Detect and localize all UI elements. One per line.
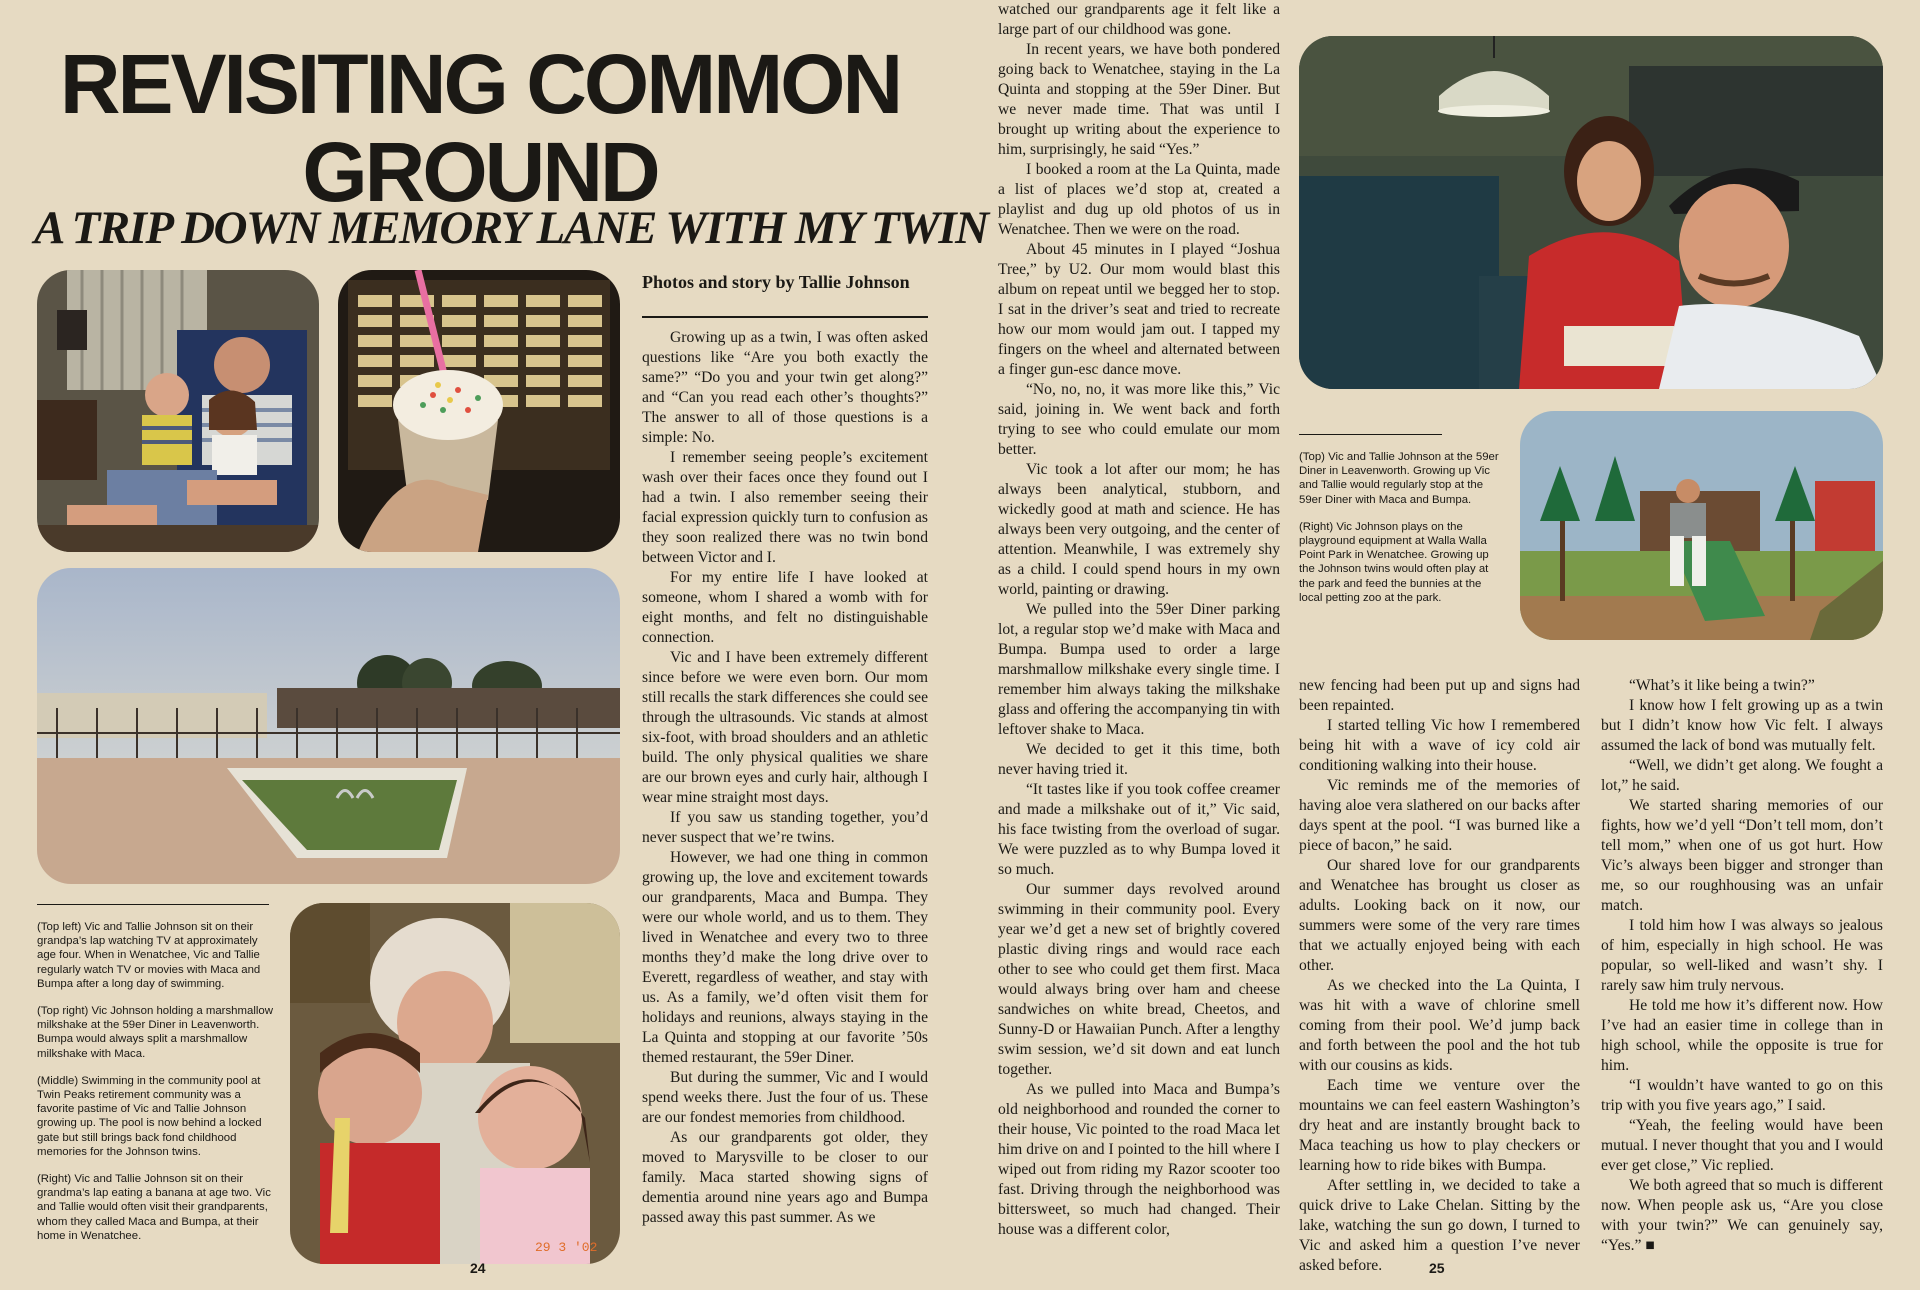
paragraph: As we checked into the La Quinta, I was hit with a wave of chlorine smell coming from their pool. We’d jump back and forth between the pool and the hot tub with our cousins as kids. xyxy=(1299,977,1580,1074)
paragraph: Our summer days revolved around swimming in their community pool. Every year we’d get a new set of brightly covered plastic diving rings and would race each other to see who could get them first. Maca would always bring over ham and cheese sandwiches on white bread, Cheetos, and Sunny-D or Hawaiian Punch. After a lengthy swim session, we’d sit down and eat lunch together. xyxy=(998,881,1280,1078)
caption-rule-right xyxy=(1299,434,1442,435)
paragraph: We pulled into the 59er Diner parking lot, a regular stop we’d make with Maca and Bumpa. Bumpa used to order a large marshmallow milkshake every single time. I remember him always taking the milkshake glass and offering the accompanying tin with leftover shake to Maca. xyxy=(998,601,1280,738)
paragraph: Growing up as a twin, I was often asked questions like “Are you both exactly the same?” “Do you and your twin get along?” and “Can you read each other’s thoughts?” The answer to all of those questions is a simple: No. xyxy=(642,329,928,446)
photo-diner-selfie xyxy=(1299,36,1883,389)
paragraph: For my entire life I have looked at someone, whom I shared a womb with for eight months, and felt no distinguishable connection. xyxy=(642,569,928,646)
paragraph: We decided to get it this time, both never having tried it. xyxy=(998,741,1280,778)
paragraph: “Well, we didn’t get along. We fought a lot,” he said. xyxy=(1601,757,1883,794)
paragraph: I started telling Vic how I remembered being hit with a wave of icy cold air conditioning walking into their house. xyxy=(1299,717,1580,774)
page-number-right: 25 xyxy=(1429,1260,1445,1276)
paragraph: Our shared love for our grandparents and Wenatchee has brought us closer as adults. Looking back on it now, our summers were some of the very rare times that we actually enjoyed being with each other. xyxy=(1299,857,1580,974)
paragraph: “No, no, no, it was more like this,” Vic said, joining in. We went back and forth trying to see who could emulate our mom better. xyxy=(998,381,1280,458)
paragraph: I booked a room at the La Quinta, made a list of places we’d stop at, created a playlist and dug up old photos of us in Wenatchee. Then we were on the road. xyxy=(998,161,1280,238)
photo-pool xyxy=(37,568,620,884)
body-column-3 xyxy=(1299,676,1580,1276)
paragraph: Each time we venture over the mountains we can feel eastern Washington’s dry heat and are instantly brought back to Maca teaching us how to play checkers or learning how to ride bikes with Bumpa. xyxy=(1299,1077,1580,1174)
paragraph: We both agreed that so much is different now. When people ask us, “Are you close with your twin?” We can genuinely say, “Yes.” ■ xyxy=(1601,1177,1883,1254)
paragraph: Vic and I have been extremely different since before we were even born. Our mom still recalls the stark differences she could see through the ultrasounds. Vic stands at almost six-foot, with broad shoulders and an athletic build. The only physical qualities we share are our brown eyes and curly hair, although I wear mine straight most days. xyxy=(642,649,928,806)
paragraph: I know how I felt growing up as a twin but I didn’t know how Vic felt. I always assumed the lack of bond was mutually felt. xyxy=(1601,697,1883,754)
caption: (Top right) Vic Johnson holding a marshmallow milkshake at the 59er Diner in Leavenworth. Bumpa would always split a marshmallow milkshake with Maca. xyxy=(37,1005,273,1060)
paragraph: “Yeah, the feeling would have been mutual. I never thought that you and I would ever get close,” Vic replied. xyxy=(1601,1117,1883,1174)
paragraph: He told me how it’s different now. How I’ve had an easier time in college than in high school, while the opposite is true for him. xyxy=(1601,997,1883,1074)
paragraph: As our grandparents got older, they moved to Marysville to be closer to our family. Maca started showing signs of dementia around nine years ago and Bumpa passed away this past summer. As we xyxy=(642,1129,928,1226)
paragraph: “What’s it like being a twin?” xyxy=(1629,677,1815,694)
paragraph: Vic reminds me of the memories of having aloe vera slathered on our backs after days spent at the pool. “I was burned like a piece of bacon,” he said. xyxy=(1299,777,1580,854)
caption-rule-left xyxy=(37,904,269,905)
caption: (Top left) Vic and Tallie Johnson sit on their grandpa’s lap watching TV at approximately age four. When in Wenatchee, Vic and Tallie regularly watch TV or movies with Maca and Bumpa after a long day of swimming. xyxy=(37,921,261,990)
photo-grandma-banana xyxy=(290,903,620,1264)
caption: (Middle) Swimming in the community pool at Twin Peaks retirement community was a favorite pastime of Vic and Tallie Johnson growing up. The pool is now behind a locked gate but still brings back fond childhood memories for the Johnson twins. xyxy=(37,1074,262,1158)
paragraph: About 45 minutes in I played “Joshua Tree,” by U2. Our mom would blast this album on repeat until we begged her to stop. I sat in the driver’s seat and tried to recreate how our mom would jam out. I tapped my fingers on the wheel and alternated between a finger gun-esc dance move. xyxy=(998,241,1280,378)
caption: (Top) Vic and Tallie Johnson at the 59er Diner in Leavenworth. Growing up Vic and Tallie would regularly stop at the 59er Diner with Maca and Bumpa. xyxy=(1299,451,1499,506)
byline: Photos and story by Tallie Johnson xyxy=(642,272,910,292)
byline-rule xyxy=(642,316,928,318)
caption: (Right) Vic and Tallie Johnson sit on their grandma’s lap eating a banana at age two. Vic and Tallie would often visit their grandparents, whom they called Maca and Bumpa, at their home in Wenatchee. xyxy=(37,1173,271,1242)
paragraph: I told him how I was always so jealous of him, especially in high school. He was popular, so well-liked and wasn’t shy. I rarely saw him truly nervous. xyxy=(1601,917,1883,994)
paragraph: However, we had one thing in common growing up, the love and excitement towards our grandparents, Maca and Bumpa. They were our whole world, and us to them. They lived in Wenatchee and every two to three months they’d make the long drive over to Everett, regardless of weather, and stay with us. As a family, we’d often visit them for holidays and reunions, always staying in the La Quinta and stopping at our favorite ’50s themed restaurant, the 59er Diner. xyxy=(642,849,928,1066)
page-number-left: 24 xyxy=(470,1260,486,1276)
paragraph: I remember seeing people’s excitement wash over their faces once they found out I had a twin. I also remember seeing their facial expression quickly turn to confusion as they soon realized there was no twin bond between Victor and I. xyxy=(642,449,928,566)
subhead: A TRIP DOWN MEMORY LANE WITH MY TWIN xyxy=(34,202,988,254)
captions-right xyxy=(1299,450,1499,618)
paragraph: After settling in, we decided to take a quick drive to Lake Chelan. Sitting by the lake, watching the sun go down, I turned to Vic and asked him a question I’ve never asked before. xyxy=(1299,1177,1580,1274)
paragraph: We started sharing memories of our fights, how we’d yell “Don’t tell mom, don’t tell mom,” when one of us got hurt. How Vic’s always been bigger and stronger than me, so our roughhousing was an unfair match. xyxy=(1601,797,1883,914)
captions-left xyxy=(37,920,275,1256)
photo-date-stamp: 29 3 '02 xyxy=(535,1240,598,1255)
body-column-4 xyxy=(1601,676,1883,1256)
body-column-2 xyxy=(998,0,1280,1240)
body-column-1 xyxy=(642,328,928,1228)
paragraph: watched our grandparents age it felt like a large part of our childhood was gone. xyxy=(998,1,1280,38)
paragraph: Vic took a lot after our mom; he has always been analytical, stubborn, and wickedly good at math and science. He has always been very outgoing, and the center of attention. Meanwhile, I was extremely shy as a child. I could spend hours in my own world, painting or drawing. xyxy=(998,461,1280,598)
paragraph: As we pulled into Maca and Bumpa’s old neighborhood and rounded the corner to their house, Vic pointed to the road Maca let him drive on and I pointed to the hill where I wiped out from riding my Razor scooter too fast. Driving through the neighborhood was bittersweet, so much had changed. Their house was a different color, xyxy=(998,1081,1280,1238)
photo-grandpa-tv xyxy=(37,270,319,552)
photo-playground xyxy=(1520,411,1883,640)
paragraph: “It tastes like if you took coffee creamer and made a milkshake out of it,” Vic said, his face twisting from the overload of sugar. We were puzzled as to why Bumpa loved it so much. xyxy=(998,781,1280,878)
paragraph: If you saw us standing together, you’d never suspect that we’re twins. xyxy=(642,809,928,846)
paragraph: In recent years, we have both pondered going back to Wenatchee, staying in the La Quinta and stopping at the 59er Diner. But we never made time. That was until I brought up writing about the experience to him, surprisingly, he said “Yes.” xyxy=(998,41,1280,158)
paragraph: new fencing had been put up and signs had been repainted. xyxy=(1299,677,1580,714)
headline: REVISITING COMMON GROUND xyxy=(59,37,901,219)
paragraph: But during the summer, Vic and I would spend weeks there. Just the four of us. These are our fondest memories from childhood. xyxy=(642,1069,928,1126)
photo-milkshake xyxy=(338,270,620,552)
caption: (Right) Vic Johnson plays on the playground equipment at Walla Walla Point Park in Wenatchee. Growing up the Johnson twins would often play at the park and feed the bunnies at the local petting zoo at the park. xyxy=(1299,520,1489,604)
paragraph: “I wouldn’t have wanted to go on this trip with you five years ago,” I said. xyxy=(1601,1077,1883,1114)
